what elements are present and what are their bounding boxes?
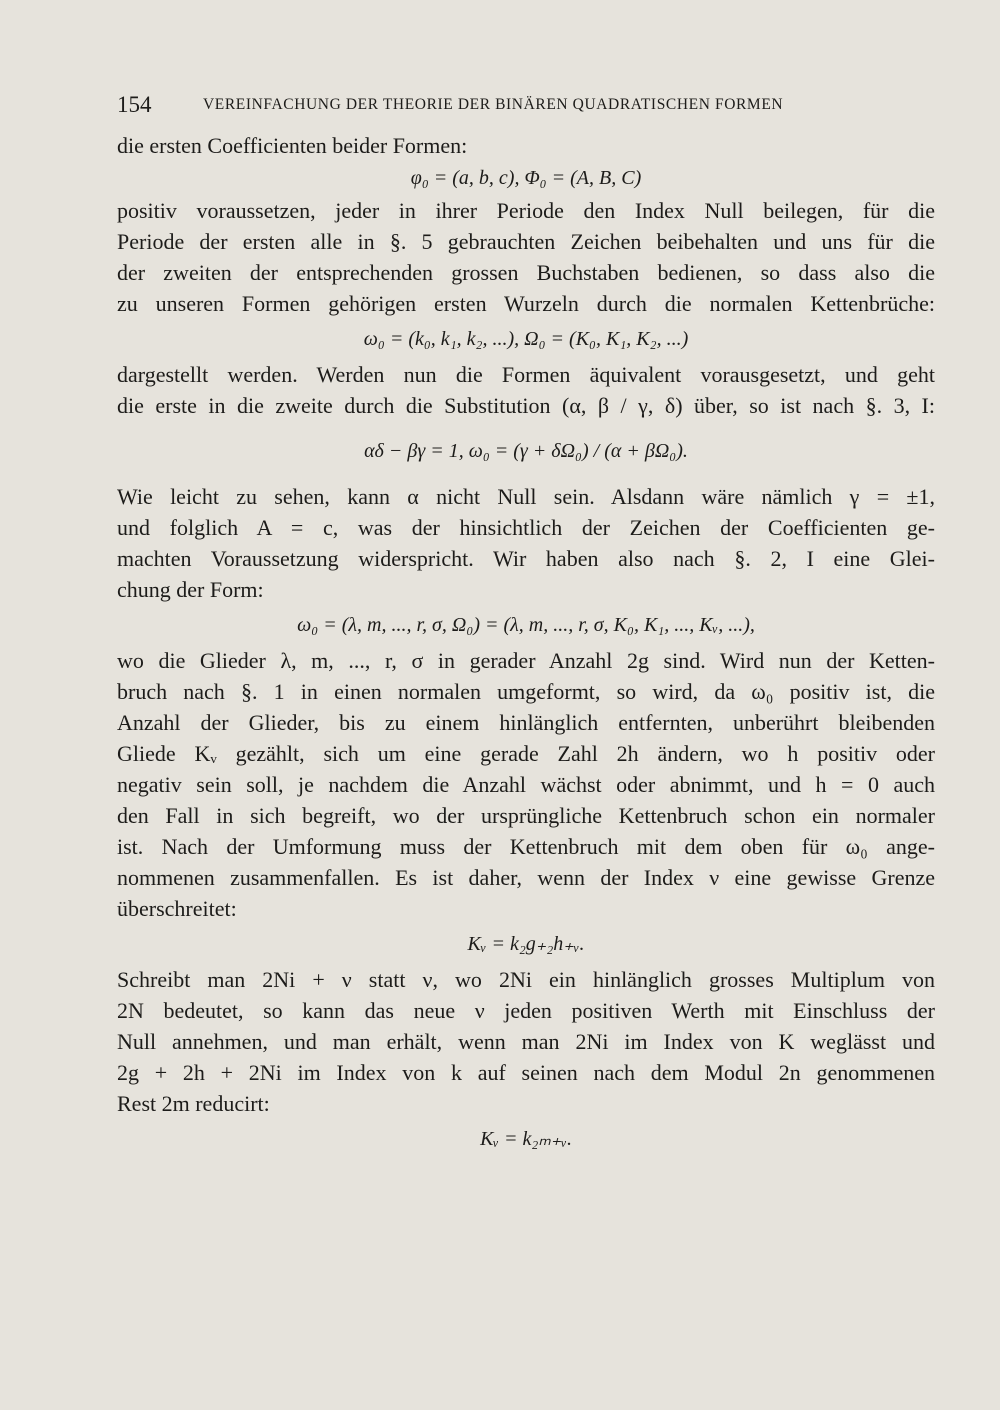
text-line: Periode der ersten alle in §. 5 gebrauchten Zeichen beibehalten und uns für die (117, 229, 935, 254)
text-line: nommenen zusammenfallen. Es ist daher, wenn der Index ν eine gewisse Grenze (117, 865, 935, 890)
formula: αδ − βγ = 1, ω₀ = (γ + δΩ₀) / (α + βΩ₀). (364, 440, 688, 462)
text-line: negativ sein soll, je nachdem die Anzahl wächst oder abnimmt, und h = 0 auch (117, 772, 935, 797)
page-number: 154 (117, 92, 152, 117)
text-line: Null annehmen, und man erhält, wenn man 2Ni im Index von K weglässt und (117, 1029, 935, 1054)
text-line: ist. Nach der Umformung muss der Kettenbruch mit dem oben für ω₀ ange- (117, 834, 935, 859)
text-line: positiv voraussetzen, jeder in ihrer Periode den Index Null beilegen, für die (117, 198, 935, 223)
text-line: Anzahl der Glieder, bis zu einem hinlänglich entfernten, unberührt bleibenden (117, 710, 935, 735)
text-line: die erste in die zweite durch die Substitution (α, β / γ, δ) über, so ist nach §. 3, I: (117, 393, 935, 418)
text-line: bruch nach §. 1 in einen normalen umgeformt, so wird, da ω₀ positiv ist, die (117, 679, 935, 704)
body-text (117, 130, 935, 1159)
text-line: zu unseren Formen gehörigen ersten Wurzeln durch die normalen Kettenbrüche: (117, 291, 935, 316)
formula: φ₀ = (a, b, c), Φ₀ = (A, B, C) (410, 167, 642, 189)
text-line: Wie leicht zu sehen, kann α nicht Null sein. Alsdann wäre nämlich γ = ±1, (117, 484, 935, 509)
text-line: 2g + 2h + 2Ni im Index von k auf seinen nach dem Modul 2n genommenen (117, 1060, 935, 1085)
text-line: Gliede Kᵥ gezählt, sich um eine gerade Zahl 2h ändern, wo h positiv oder (117, 741, 935, 766)
formula: Kᵥ = k₂g₊₂h₊ᵥ. (467, 933, 585, 955)
text-line: die ersten Coefficienten beider Formen: (117, 133, 468, 158)
text-line: dargestellt werden. Werden nun die Formen äquivalent vorausgesetzt, und geht (117, 362, 935, 387)
formula: ω₀ = (λ, m, ..., r, σ, Ω₀) = (λ, m, ..., r, σ, K₀, K₁, ..., Kᵥ, ...), (297, 614, 755, 636)
text-line: wo die Glieder λ, m, ..., r, σ in gerader Anzahl 2g sind. Wird nun der Ketten- (117, 648, 935, 673)
text-line: und folglich A = c, was der hinsichtlich der Zeichen der Coefficienten ge- (117, 515, 935, 540)
text-line: den Fall in sich begreift, wo der ursprüngliche Kettenbruch schon ein normaler (117, 803, 935, 828)
formula: Kᵥ = k₂ₘ₊ᵥ. (480, 1128, 572, 1150)
text-line: überschreitet: (117, 896, 237, 921)
text-line: Schreibt man 2Ni + ν statt ν, wo 2Ni ein hinlänglich grosses Multiplum von (117, 967, 935, 992)
text-line: 2N bedeutet, so kann das neue ν jeden positiven Werth mit Einschluss der (117, 998, 935, 1023)
text-line: der zweiten der entsprechenden grossen Buchstaben bedienen, so dass also die (117, 260, 935, 285)
text-line: machten Voraussetzung widerspricht. Wir haben also nach §. 2, I eine Glei- (117, 546, 935, 571)
text-line: chung der Form: (117, 577, 264, 602)
text-line: Rest 2m reducirt: (117, 1091, 270, 1116)
formula: ω₀ = (k₀, k₁, k₂, ...), Ω₀ = (K₀, K₁, K₂, ...) (363, 328, 689, 350)
running-title: VEREINFACHUNG DER THEORIE DER BINÄREN QUADRATISCHEN FORMEN (203, 96, 784, 113)
